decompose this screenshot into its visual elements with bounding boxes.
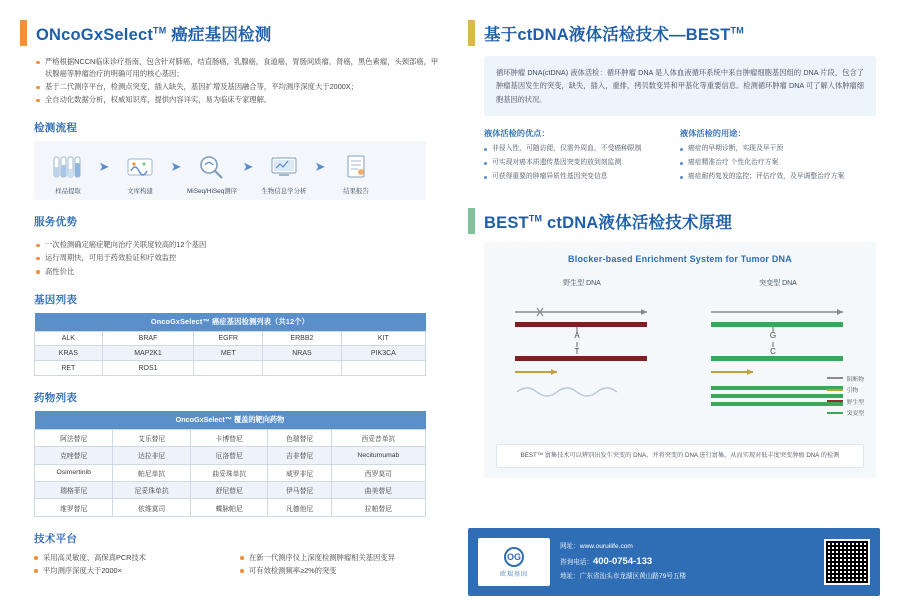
flow-step-label: 生物信息学分析 — [261, 188, 307, 196]
best-panel-note: BEST™ 富集技术可以辨别出发生突变的 DNA，并将突变的 DNA 进行富集，从而实现对低丰度突变肿瘤 DNA 的检测 — [496, 444, 864, 467]
table-cell: MET — [194, 346, 263, 361]
list-item: 癌症耐药复发的监控；评估疗效，及早调整治疗方案 — [680, 172, 876, 183]
tech-platform-columns — [34, 552, 440, 578]
table-header-row — [35, 411, 426, 430]
intro-bullet-list — [36, 56, 440, 106]
company-logo — [478, 538, 550, 586]
table-cell: 凡德他尼 — [268, 499, 331, 516]
advantages-list — [484, 144, 680, 183]
flow-step — [256, 149, 312, 196]
table-row — [35, 499, 426, 516]
page-title-main: ONcoGxSelect — [36, 26, 154, 44]
list-item: 可实现对癌本质遗传基因突变的放到刻监测 — [484, 158, 680, 169]
legend-item — [827, 374, 864, 383]
title-accent-bar — [20, 20, 27, 46]
table-cell: 卡博替尼 — [190, 429, 268, 446]
table-cell: 曲妥珠单抗 — [190, 464, 268, 481]
table-cell: 蝶脉帕尼 — [190, 499, 268, 516]
left-column — [20, 20, 440, 578]
best-title — [484, 209, 732, 233]
page-title-tail: 癌症基因检测 — [166, 26, 272, 44]
flow-step-label: 结果报告 — [343, 188, 369, 196]
legend-label: 阻断物 — [846, 376, 864, 383]
sequencer-icon — [184, 149, 240, 185]
qr-code-icon — [824, 539, 870, 585]
flow-step — [112, 149, 168, 196]
dna-columns — [484, 278, 876, 419]
legend-item — [827, 385, 864, 394]
list-item: 全自动化数据分析，权威知识库，提供内容详实，易为临床专家理解。 — [36, 94, 440, 106]
logo-text: 欧瑞基因 — [499, 571, 528, 578]
table-cell: 维罗替尼 — [35, 499, 113, 516]
table-cell: 尼妥珠单抗 — [113, 482, 191, 499]
table-cell: 依维莫司 — [113, 499, 191, 516]
qr-code-pattern — [826, 541, 868, 583]
table-cell: ALK — [35, 331, 103, 346]
list-item: 一次检测确定癌症靶向治疗关联度较高的12个基因 — [36, 239, 440, 251]
right-column — [468, 20, 880, 478]
table-cell: 舒尼替尼 — [190, 482, 268, 499]
table-cell — [194, 361, 263, 376]
table-cell: 达拉非尼 — [113, 447, 191, 464]
ctdna-title — [484, 21, 744, 45]
section-title-flow: 检测流程 — [34, 122, 78, 135]
wild-type-diagram — [497, 294, 667, 414]
section-title-drug-list: 药物列表 — [34, 391, 78, 404]
gene-table-header: OncoGxSelect™ 癌症基因检测列表（共12个） — [35, 313, 426, 332]
computer-icon — [256, 149, 312, 185]
table-row — [35, 447, 426, 464]
page-title-sup: TM — [153, 25, 167, 36]
ctdna-title-sup: TM — [730, 25, 744, 36]
flow-step — [328, 149, 384, 196]
best-title-tail: ctDNA液体活检技术原理 — [542, 213, 733, 232]
tel-value: 400-0754-133 — [592, 556, 653, 568]
website-line — [560, 541, 818, 553]
list-item: 平均测序深度大于2000× — [34, 565, 234, 577]
ctdna-paragraph: 循环肿瘤 DNA(ctDNA) 液体活检：循环肿瘤 DNA 是人体血液循环系统中来自肿瘤细胞基因组的 DNA 片段，包含了肿瘤基因发生的突变，缺失，插入，重排，拷贝数变异和甲基化等重要信息。检测循环肿瘤 DNA 可了解人体肿瘤细胞基因的状况。 — [484, 56, 876, 116]
list-item: 采用高灵敏度、高保真PCR技术 — [34, 552, 234, 564]
table-cell: 厄洛替尼 — [190, 447, 268, 464]
list-item: 运行周期快，可用于药效验证和疗效监控 — [36, 252, 440, 264]
table-cell: ERBB2 — [263, 331, 342, 346]
list-item: 癌症的早期诊断，实现及早干预 — [680, 144, 876, 155]
legend-swatch — [827, 377, 843, 379]
wild-type-column — [484, 278, 680, 419]
best-title-sup: TM — [528, 213, 543, 224]
svg-text:G: G — [769, 330, 777, 340]
ctdna-title-main: 基于ctDNA液体活检技术—BEST — [484, 26, 731, 44]
table-row — [35, 482, 426, 499]
left-title-row — [20, 20, 440, 46]
list-item: 癌症精准治疗 个性化治疗方案 — [680, 158, 876, 169]
sample-tubes-icon — [40, 149, 96, 185]
table-cell: Osimertinib — [35, 464, 113, 481]
table-cell: 色瑞替尼 — [268, 429, 331, 446]
table-cell: 曲美替尼 — [331, 482, 425, 499]
table-cell: KRAS — [35, 346, 103, 361]
title-accent-bar — [468, 208, 475, 234]
legend-item — [827, 397, 864, 406]
logo-mark-icon: OG — [504, 547, 524, 567]
advantages-usage-wrap — [484, 128, 876, 186]
section-title-service: 服务优势 — [34, 216, 78, 229]
website-value[interactable]: www.ouruilife.com — [579, 543, 633, 551]
flow-step-label: MiSeq/HiSeq测序 — [186, 188, 238, 196]
table-cell: 威罗非尼 — [268, 464, 331, 481]
usage-column — [680, 128, 876, 186]
flow-step-label: 样品提取 — [55, 188, 81, 196]
usage-list — [680, 144, 876, 183]
table-cell: NRAS — [263, 346, 342, 361]
legend-swatch — [827, 400, 843, 402]
arrow-right-icon: ➤ — [98, 159, 110, 175]
table-cell: 西妥昔单抗 — [331, 429, 425, 446]
table-cell: 伊马替尼 — [268, 482, 331, 499]
table-cell: 阿法替尼 — [35, 429, 113, 446]
arrow-right-icon: ➤ — [314, 159, 326, 175]
table-cell: BRAF — [102, 331, 194, 346]
table-cell — [341, 361, 425, 376]
best-title-row — [468, 208, 880, 234]
page-title — [36, 21, 271, 45]
table-cell: 克唑替尼 — [35, 447, 113, 464]
arrow-right-icon: ➤ — [242, 159, 254, 175]
legend-label: 野生型 — [846, 399, 864, 406]
gene-table — [34, 313, 426, 376]
legend-label: 引物 — [846, 388, 859, 395]
table-cell: MAP2K1 — [102, 346, 194, 361]
tel-label: 咨询电话： — [560, 559, 593, 567]
address-line: 地址：广东省汕头市龙湖区黄山路79号五楼 — [560, 572, 687, 580]
best-title-main: BEST — [484, 213, 529, 232]
table-row — [35, 361, 426, 376]
best-panel-heading: Blocker-based Enrichment System for Tumor DNA — [568, 253, 792, 264]
table-row — [35, 464, 426, 481]
footer-contact-bar — [468, 528, 880, 596]
list-item: 非侵入性，可随访便，仅需外周血，不受癌种限制 — [484, 144, 680, 155]
svg-text:C: C — [770, 346, 776, 356]
best-principle-panel — [484, 242, 876, 478]
usage-title: 液体活检的用途： — [680, 128, 746, 138]
table-cell: 艾乐替尼 — [113, 429, 191, 446]
table-cell: KIT — [341, 331, 425, 346]
tel-line — [560, 553, 818, 571]
list-item: 严格根据NCCN临床诊疗指南，包含针对肺癌，结直肠癌，乳腺癌，食道癌，胃肠间质瘤，肾癌，黑色素瘤，头颈部癌，甲状腺癌等肿瘤治疗的明确可用的核心基因； — [36, 56, 440, 80]
legend-swatch — [827, 412, 843, 414]
table-cell: 瑞格菲尼 — [35, 482, 113, 499]
drug-table-header: OncoGxSelect™ 覆盖的靶向药物 — [35, 411, 426, 430]
table-row — [35, 346, 426, 361]
table-row — [35, 331, 426, 346]
table-cell: 西罗莫司 — [331, 464, 425, 481]
table-cell — [263, 361, 342, 376]
table-cell: PIK3CA — [341, 346, 425, 361]
advantages-title: 液体活检的优点： — [484, 128, 550, 138]
table-cell: 吉非替尼 — [268, 447, 331, 464]
workflow-diagram — [34, 141, 426, 200]
wild-type-label: 野生型 DNA — [563, 279, 601, 287]
advantages-column — [484, 128, 680, 186]
ctdna-title-row — [468, 20, 880, 46]
table-header-row — [35, 313, 426, 332]
flow-step — [184, 149, 240, 196]
title-accent-bar — [468, 20, 475, 46]
mutant-type-label: 突变型 DNA — [759, 279, 797, 287]
table-cell: 拉帕替尼 — [331, 499, 425, 516]
report-icon — [328, 149, 384, 185]
table-cell: RET — [35, 361, 103, 376]
arrow-right-icon: ➤ — [170, 159, 182, 175]
flow-step-label: 文库构建 — [127, 188, 153, 196]
legend-swatch — [827, 389, 843, 391]
service-bullet-list — [36, 239, 440, 277]
legend-label: 突变型 — [846, 411, 864, 418]
table-cell: ROS1 — [102, 361, 194, 376]
tech-left-list — [34, 552, 234, 578]
table-cell: EGFR — [194, 331, 263, 346]
list-item: 基于二代测序平台，检测点突变，插入缺失，基因扩增及基因融合等，平均测序深度大于2000X； — [36, 81, 440, 93]
table-cell: Necitumumab — [331, 447, 425, 464]
list-item: 高性价比 — [36, 266, 440, 278]
svg-text:T: T — [574, 346, 580, 356]
tech-right-list — [240, 552, 440, 578]
library-icon — [112, 149, 168, 185]
flow-step — [40, 149, 96, 196]
svg-text:A: A — [574, 330, 580, 340]
website-label: 网址： — [560, 543, 580, 551]
list-item: 可获得重要的肿瘤异质性基因突变信息 — [484, 172, 680, 183]
list-item: 可有效检测频率≥2%的突变 — [240, 565, 440, 577]
contact-info — [560, 541, 818, 583]
drug-table — [34, 411, 426, 517]
diagram-legend — [827, 374, 864, 420]
table-row — [35, 429, 426, 446]
list-item: 在新一代测序仪上深度检测肿瘤相关基因变异 — [240, 552, 440, 564]
table-cell: 帕尼单抗 — [113, 464, 191, 481]
legend-item — [827, 408, 864, 417]
section-title-tech-platform: 技术平台 — [34, 532, 78, 545]
section-title-gene-list: 基因列表 — [34, 293, 78, 306]
